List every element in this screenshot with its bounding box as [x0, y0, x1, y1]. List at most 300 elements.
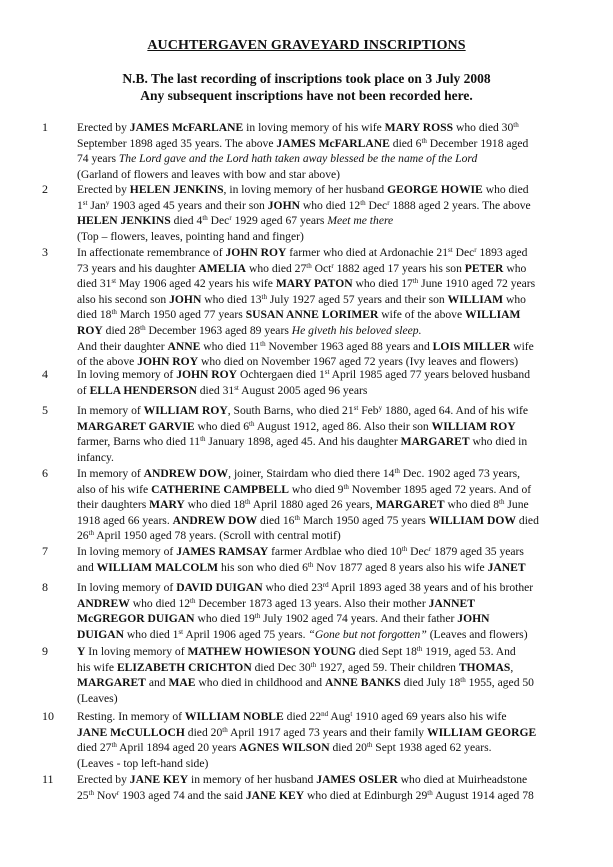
- inscription-line: [77, 756, 577, 772]
- text-run: May 1906 aged 42 years his wife: [116, 277, 276, 291]
- text-run: 74 years: [77, 152, 119, 166]
- name-run: DUIGAN: [77, 627, 125, 641]
- text-run: December 1873 aged 13 years. Also their mother: [195, 596, 429, 610]
- text-run: died 6: [389, 136, 422, 150]
- ordinal-suffix: th: [394, 467, 400, 475]
- text-run: , South Barns, who died 21: [227, 404, 354, 417]
- inscription-line: [77, 596, 577, 612]
- text-run: And their daughter: [77, 339, 168, 353]
- text-run: died 27: [77, 741, 112, 755]
- text-run: Resting. In memory of: [77, 710, 185, 723]
- inscription-line: [77, 580, 577, 596]
- name-run: DAVID DUIGAN: [176, 581, 263, 594]
- name-run: WILLIAM DOW: [428, 513, 517, 527]
- name-run: JAMES McFARLANE: [129, 121, 244, 134]
- text-run: 1879 aged 35 years: [431, 545, 524, 558]
- text-run: 25: [77, 788, 89, 802]
- ordinal-suffix: th: [360, 198, 366, 207]
- name-run: ANNE BANKS: [324, 676, 401, 690]
- ordinal-suffix: th: [427, 788, 433, 797]
- text-run: 1893 aged: [476, 246, 528, 259]
- inscription-line: [77, 367, 577, 383]
- inscription-line: [77, 213, 577, 229]
- entry-number: 3: [42, 245, 48, 259]
- text-run: who died 27: [246, 261, 307, 275]
- text-run: who died 9: [289, 482, 344, 496]
- text-run: Aug: [328, 710, 351, 723]
- name-run: WILLIAM ROY: [431, 419, 516, 433]
- name-run: JAMES OSLER: [316, 773, 398, 786]
- text-run: also his second son: [77, 292, 170, 306]
- name-run: ELIZABETH CRICHTON: [116, 660, 252, 674]
- text-run: 1880, aged 64. And of his wife: [382, 404, 528, 417]
- text-run: died 22: [283, 710, 322, 723]
- text-run: August 1912, aged 86. Also their son: [254, 419, 432, 433]
- ordinal-suffix: st: [82, 198, 88, 207]
- text-run: April 1906 aged 75 years.: [183, 627, 309, 641]
- name-run: SUSAN ANNE LORIMER: [245, 308, 379, 322]
- ordinal-suffix: th: [307, 560, 314, 569]
- text-run: and: [145, 676, 169, 690]
- notice-line-2: Any subsequent inscriptions have not been recorded here.: [140, 88, 473, 103]
- name-run: JANE KEY: [245, 788, 305, 802]
- ordinal-suffix: st: [234, 383, 239, 392]
- inscription-line: [77, 383, 577, 399]
- text-run: Ochtergaen died 1: [237, 368, 325, 381]
- text-run: Nov: [94, 788, 117, 802]
- inscription-text: [77, 466, 577, 544]
- recording-notice: [0, 70, 613, 104]
- text-run: Feb: [358, 404, 379, 417]
- inscription-line: [77, 528, 577, 544]
- text-run: (Top – flowers, leaves, pointing hand and finger): [77, 229, 304, 243]
- inscription-text: [77, 182, 577, 244]
- ordinal-suffix: th: [222, 725, 228, 734]
- text-run: 1903 aged 45 years and their son: [109, 198, 268, 212]
- ordinal-suffix: th: [249, 419, 255, 428]
- text-run: Erected by: [77, 121, 130, 134]
- text-run: who died in: [469, 435, 528, 449]
- inscription-line: [77, 691, 577, 707]
- inscription-line: [77, 323, 577, 339]
- ordinal-suffix: th: [499, 498, 505, 507]
- text-run: who died 19: [194, 612, 255, 626]
- name-run: JOHN ROY: [137, 355, 199, 369]
- entry-number: 6: [42, 466, 48, 480]
- inscription-line: [77, 644, 577, 660]
- name-run: MATHEW HOWIESON YOUNG: [187, 645, 357, 658]
- inscription-line: [77, 709, 577, 725]
- text-run: died 18: [77, 308, 112, 322]
- text-run: In memory of: [77, 404, 144, 417]
- text-run: July 1902 aged 74 years. And their father: [260, 612, 458, 626]
- text-run: 1: [77, 198, 83, 212]
- ordinal-suffix: t: [350, 710, 353, 718]
- inscription-line: [77, 419, 577, 435]
- text-run: Dec. 1902 aged 73 years,: [399, 467, 521, 480]
- ordinal-suffix: r: [428, 545, 432, 553]
- text-run: died July 18: [400, 676, 461, 690]
- inscription-line: [77, 675, 577, 691]
- name-run: HELEN JENKINS: [129, 183, 224, 196]
- text-run: December 1918 aged: [426, 136, 529, 150]
- text-run: died 4: [170, 214, 203, 228]
- name-run: JANNET: [428, 596, 475, 610]
- text-run: of: [77, 383, 90, 397]
- name-run: Y: [77, 645, 86, 658]
- text-run: also of his wife: [77, 482, 152, 496]
- name-run: ANDREW: [77, 596, 130, 610]
- ordinal-suffix: th: [460, 676, 466, 685]
- name-run: WILLIAM: [465, 308, 521, 322]
- inscription-line: [77, 403, 577, 419]
- ordinal-suffix: th: [421, 136, 427, 145]
- text-run: April 1880 aged 26 years,: [250, 498, 376, 512]
- name-run: MARGARET GARVIE: [77, 419, 195, 433]
- inscription-line: [77, 482, 577, 498]
- text-run: died: [516, 513, 539, 527]
- name-run: THOMAS: [458, 660, 511, 674]
- text-run: in loving memory of his wife: [243, 121, 385, 134]
- ordinal-suffix: th: [202, 214, 208, 223]
- inscription-line: [77, 627, 577, 643]
- name-run: JANET: [487, 560, 526, 574]
- ordinal-suffix: st: [448, 246, 453, 254]
- inscription-line: [77, 513, 577, 529]
- text-run: April 1985 aged 77 years beloved husband: [329, 368, 531, 381]
- text-run: his wife: [77, 660, 117, 674]
- text-run: Nov 1877 aged 8 years also his wife: [313, 560, 488, 574]
- text-run: farmer, Barns who died 11: [77, 435, 201, 449]
- ordinal-suffix: th: [140, 323, 146, 332]
- text-run: Jan: [87, 198, 106, 212]
- inscription-line: [77, 560, 577, 576]
- name-run: ANDREW DOW: [172, 513, 258, 527]
- text-run: November 1895 aged 72 years. And of: [348, 482, 532, 496]
- inscription-line: [77, 245, 577, 261]
- text-run: who died at Edinburgh 29: [304, 788, 428, 802]
- ordinal-suffix: th: [306, 261, 312, 270]
- inscription-line: [77, 611, 577, 627]
- ordinal-suffix: th: [245, 498, 251, 507]
- inscription-line: [77, 725, 577, 741]
- ordinal-suffix: th: [310, 660, 317, 669]
- inscription-line: [77, 544, 577, 560]
- notice-line-1: N.B. The last recording of inscriptions took place on 3 July 2008: [122, 71, 491, 86]
- text-run: died 20: [329, 741, 367, 755]
- inscription-line: [77, 434, 577, 450]
- text-run: died Sept 18: [356, 645, 417, 658]
- ordinal-suffix: th: [260, 339, 266, 348]
- text-run: In loving memory of: [85, 645, 188, 658]
- text-run: who died 6: [194, 419, 250, 433]
- name-run: JOHN: [457, 612, 490, 626]
- inscription-line: [77, 660, 577, 676]
- text-run: Dec: [452, 246, 475, 259]
- text-run: his son who died 6: [218, 560, 308, 574]
- inscription-line: [77, 167, 577, 183]
- entry-number: 8: [42, 580, 48, 594]
- entry-number: 4: [42, 367, 48, 381]
- text-run: 1919, aged 53. And: [422, 645, 516, 658]
- text-run: died 16: [257, 513, 295, 527]
- name-run: WILLIAM ROY: [143, 404, 228, 417]
- inscription-text: [77, 580, 577, 642]
- ordinal-suffix: th: [513, 121, 519, 129]
- epitaph-run: The Lord gave and the Lord hath taken away blessed be the name of the Lord: [118, 152, 478, 166]
- ordinal-suffix: th: [401, 545, 408, 553]
- text-run: April 1893 aged 38 years and of his brother: [328, 581, 534, 594]
- text-run: who died 12: [299, 198, 361, 212]
- text-run: June 1910 aged 72 years: [418, 277, 536, 291]
- text-run: September 1898 aged 35 years. The above: [77, 136, 277, 150]
- ordinal-suffix: th: [261, 292, 267, 301]
- name-run: AGNES WILSON: [239, 741, 330, 755]
- inscription-text: [77, 403, 577, 465]
- name-run: MARGARET: [375, 498, 445, 512]
- inscription-line: [77, 151, 577, 167]
- inscription-line: [77, 136, 577, 152]
- text-run: in memory of her husband: [188, 773, 317, 786]
- name-run: MAE: [168, 676, 196, 690]
- name-run: MARGARET: [400, 435, 470, 449]
- text-run: farmer who died at Ardonachie 21: [286, 246, 448, 259]
- entry-number: 1: [42, 120, 48, 134]
- text-run: who died 11: [200, 339, 261, 353]
- text-run: died 31: [196, 383, 235, 397]
- text-run: July 1927 aged 57 years and their son: [267, 292, 448, 306]
- inscription-text: [77, 644, 577, 706]
- name-run: ANDREW DOW: [143, 467, 229, 480]
- ordinal-suffix: th: [294, 513, 300, 522]
- name-run: MARY ROSS: [384, 121, 454, 134]
- inscription-line: [77, 497, 577, 513]
- entry-number: 10: [42, 709, 54, 723]
- name-run: JANE McCULLOCH: [77, 725, 185, 739]
- name-run: WILLIAM: [447, 292, 504, 306]
- text-run: 1918 aged 66 years.: [77, 513, 173, 527]
- text-run: In memory of: [77, 467, 144, 480]
- entry-number: 9: [42, 644, 48, 658]
- text-run: their daughters: [77, 498, 150, 512]
- inscription-line: [77, 788, 577, 804]
- text-run: who died 12: [129, 596, 191, 610]
- text-run: November 1963 aged 88 years and: [265, 339, 433, 353]
- text-run: who died 8: [444, 498, 500, 512]
- name-run: WILLIAM GEORGE: [427, 725, 537, 739]
- inscription-line: [77, 182, 577, 198]
- document-title: AUCHTERGAVEN GRAVEYARD INSCRIPTIONS: [147, 38, 466, 53]
- inscription-line: [77, 307, 577, 323]
- ordinal-suffix: th: [111, 308, 117, 317]
- text-run: and: [77, 560, 97, 574]
- ordinal-suffix: th: [343, 482, 349, 491]
- ordinal-suffix: th: [366, 741, 373, 750]
- text-run: died Dec 30: [251, 660, 311, 674]
- ordinal-suffix: th: [88, 529, 95, 538]
- inscription-line: [77, 229, 577, 245]
- inscription-text: [77, 709, 577, 771]
- text-run: who died: [482, 183, 529, 196]
- text-run: In loving memory of: [77, 368, 177, 381]
- ordinal-suffix: st: [353, 404, 359, 412]
- text-run: infancy.: [77, 450, 114, 464]
- name-run: JANE KEY: [129, 773, 189, 786]
- text-run: 1955, aged 50: [465, 676, 534, 690]
- text-run: 1888 aged 2 years. The above: [389, 198, 531, 212]
- text-run: (Leaves - top left-hand side): [77, 756, 209, 770]
- name-run: HELEN JENKINS: [77, 214, 171, 228]
- inscription-line: [77, 466, 577, 482]
- text-run: who died in childhood and: [195, 676, 325, 690]
- text-run: Sept 1938 aged 62 years.: [372, 741, 492, 755]
- ordinal-suffix: y: [378, 404, 383, 412]
- inscription-line: [77, 276, 577, 292]
- text-run: March 1950 aged 75 years: [299, 513, 429, 527]
- name-run: CATHERINE CAMPBELL: [151, 482, 290, 496]
- name-run: PETER: [464, 261, 504, 275]
- ordinal-suffix: th: [88, 788, 95, 797]
- name-run: JAMES RAMSAY: [176, 545, 269, 558]
- ordinal-suffix: th: [200, 435, 206, 444]
- inscription-line: [77, 261, 577, 277]
- text-run: Dec: [365, 198, 388, 212]
- text-run: March 1950 aged 77 years: [116, 308, 246, 322]
- text-run: April 1894 aged 20 years: [116, 741, 240, 755]
- name-run: ANNE: [167, 339, 201, 353]
- epitaph-run: He giveth his beloved sleep.: [291, 323, 422, 337]
- name-run: McGREGOR DUIGAN: [77, 612, 195, 626]
- text-run: died 31: [77, 277, 112, 291]
- ordinal-suffix: th: [190, 596, 196, 605]
- text-run: , joiner, Stairdam who died there 14: [228, 467, 395, 480]
- name-run: MARY: [149, 498, 185, 512]
- text-run: Dec: [207, 214, 230, 228]
- ordinal-suffix: th: [254, 612, 261, 621]
- ordinal-suffix: th: [111, 741, 117, 750]
- ordinal-suffix: st: [324, 368, 330, 376]
- name-run: MARY PATON: [275, 277, 353, 291]
- text-run: , in loving memory of her husband: [223, 183, 388, 196]
- inscription-line: [77, 450, 577, 466]
- text-run: December 1963 aged 89 years: [145, 323, 292, 337]
- text-run: Dec: [407, 545, 429, 558]
- ordinal-suffix: rd: [322, 581, 329, 589]
- text-run: who died 30: [453, 121, 514, 134]
- inscription-text: [77, 367, 577, 398]
- ordinal-suffix: r: [331, 261, 334, 270]
- ordinal-suffix: st: [111, 277, 117, 286]
- name-run: JOHN ROY: [225, 246, 287, 259]
- text-run: wife of the above: [378, 308, 466, 322]
- ordinal-suffix: r: [116, 788, 120, 797]
- inscription-line: [77, 339, 577, 355]
- name-run: WILLIAM NOBLE: [184, 710, 284, 723]
- text-run: January 1898, aged 45. And his daughter: [205, 435, 401, 449]
- name-run: MARGARET: [77, 676, 146, 690]
- text-run: 26: [77, 529, 89, 543]
- ordinal-suffix: r: [387, 198, 390, 207]
- entry-number: 7: [42, 544, 48, 558]
- ordinal-suffix: r: [229, 214, 232, 223]
- text-run: 1910 aged 69 years also his wife: [352, 710, 507, 723]
- text-run: who died 18: [184, 498, 245, 512]
- name-run: ELLA HENDERSON: [89, 383, 197, 397]
- name-run: GEORGE HOWIE: [387, 183, 483, 196]
- text-run: April 1950 aged 78 years. (Scroll with central motif): [94, 529, 341, 543]
- text-run: 1927, aged 59. Their children: [316, 660, 459, 674]
- name-run: AMELIA: [198, 261, 247, 275]
- text-run: wife: [510, 339, 534, 353]
- text-run: In affectionate remembrance of: [77, 246, 226, 259]
- inscription-line: [77, 740, 577, 756]
- text-run: who: [503, 261, 527, 275]
- text-run: June: [504, 498, 529, 512]
- ordinal-suffix: th: [412, 277, 419, 286]
- text-run: farmer Ardblae who died 10: [268, 545, 402, 558]
- text-run: died 28: [102, 323, 141, 337]
- text-run: In loving memory of: [77, 581, 177, 594]
- ordinal-suffix: st: [178, 627, 184, 636]
- text-run: 1882 aged 17 years his son: [333, 261, 465, 275]
- inscription-line: [77, 120, 577, 136]
- text-run: who died 1: [124, 627, 179, 641]
- text-run: died 20: [184, 725, 223, 739]
- entry-number: 11: [42, 772, 54, 786]
- text-run: who died 13: [201, 292, 262, 306]
- name-run: JOHN ROY: [176, 368, 238, 381]
- inscription-line: [77, 198, 577, 214]
- name-run: JAMES McFARLANE: [276, 136, 390, 150]
- ordinal-suffix: r: [474, 246, 477, 254]
- text-run: (Garland of flowers and leaves with bow and star above): [77, 167, 341, 181]
- inscription-text: [77, 120, 577, 182]
- text-run: 73 years and his daughter: [77, 261, 199, 275]
- entry-number: 2: [42, 182, 48, 196]
- text-run: who died on November 1967 aged 72 years (Ivy leaves and flowers): [198, 355, 519, 369]
- ordinal-suffix: nd: [321, 710, 329, 718]
- inscription-line: [77, 292, 577, 308]
- inscription-text: [77, 772, 577, 803]
- ordinal-suffix: y: [105, 198, 110, 207]
- text-run: 1903 aged 74 and the said: [119, 788, 246, 802]
- text-run: In loving memory of: [77, 545, 177, 558]
- name-run: JOHN: [267, 198, 300, 212]
- text-run: 1929 aged 67 years: [231, 214, 328, 228]
- inscription-text: [77, 544, 577, 575]
- text-run: August 2005 aged 96 years: [238, 383, 368, 397]
- text-run: who died at Muirheadstone: [397, 773, 528, 786]
- name-run: LOIS MILLER: [432, 339, 511, 353]
- text-run: (Leaves and flowers): [426, 627, 528, 641]
- name-run: ROY: [77, 323, 103, 337]
- epitaph-run: “Gone but not forgotten”: [308, 627, 427, 641]
- text-run: August 1914 aged 78: [432, 788, 534, 802]
- text-run: of the above: [77, 355, 138, 369]
- text-run: Erected by: [77, 183, 130, 196]
- inscription-line: [77, 772, 577, 788]
- entry-number: 5: [42, 403, 48, 417]
- text-run: who died 23: [262, 581, 323, 594]
- text-run: Oct: [311, 261, 332, 275]
- text-run: ,: [510, 660, 514, 674]
- text-run: April 1917 aged 73 years and their family: [227, 725, 427, 739]
- ordinal-suffix: th: [416, 645, 423, 653]
- text-run: who: [503, 292, 526, 306]
- epitaph-run: Meet me there: [327, 214, 394, 228]
- inscription-text: [77, 245, 577, 370]
- text-run: Erected by: [77, 773, 130, 786]
